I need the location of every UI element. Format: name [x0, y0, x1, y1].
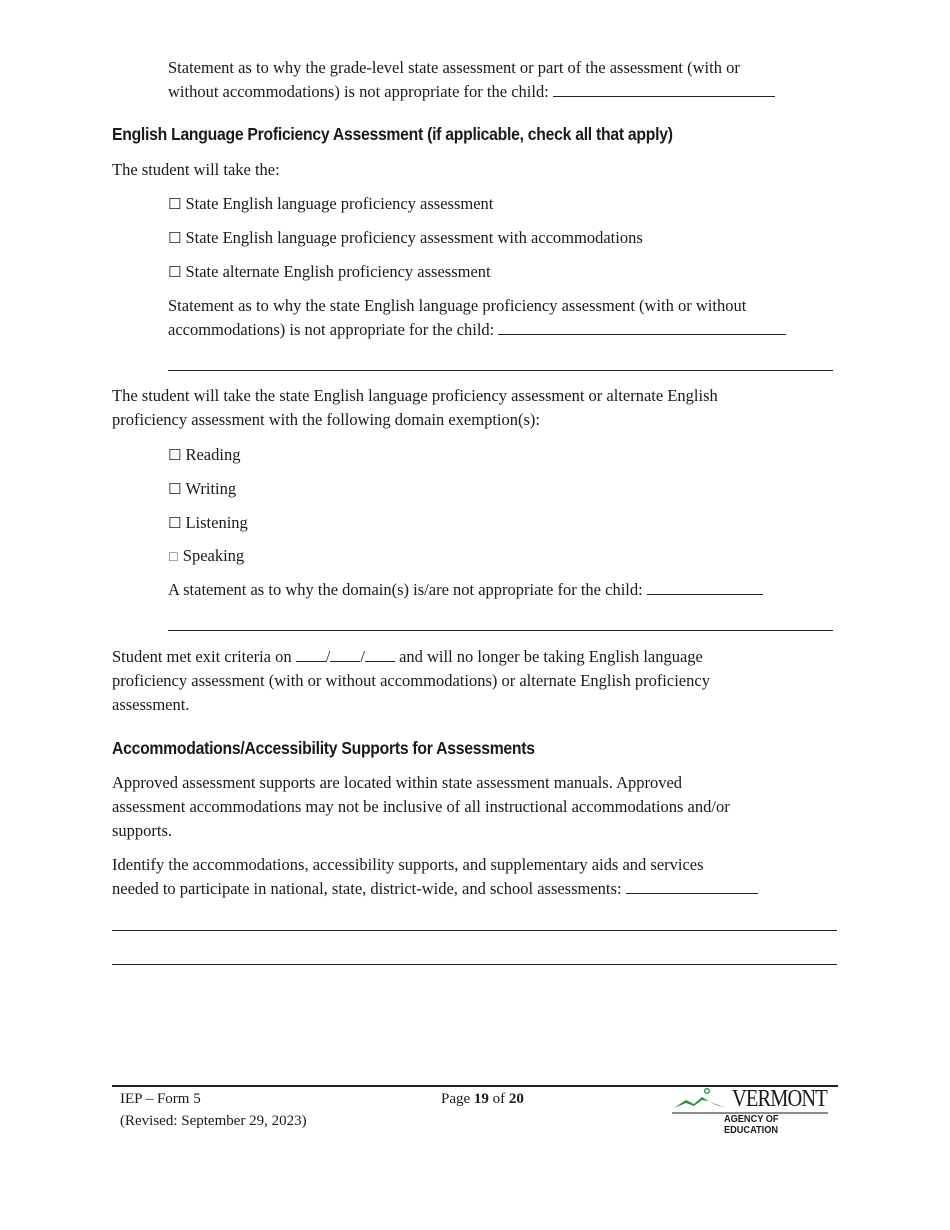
domain-speaking[interactable]: ☐ Speaking	[168, 546, 245, 565]
domain-reading[interactable]: ☐ Reading	[168, 445, 241, 464]
domain-statement: A statement as to why the domain(s) is/are not appropriate for the child:	[168, 578, 840, 602]
elp-option-accommodations[interactable]: ☐ State English language proficiency assessment with accommodations	[168, 228, 643, 247]
exit-month-blank[interactable]	[296, 645, 326, 662]
checkbox-icon[interactable]: ☐	[168, 229, 182, 247]
elp-option-state[interactable]: ☐ State English language proficiency assessment	[168, 194, 494, 213]
domain-statement-blank[interactable]	[647, 578, 763, 595]
elp-statement-blank[interactable]	[498, 318, 786, 335]
accommodations-para2: Identify the accommodations, accessibility supports, and supplementary aids and services needed to participate in national, state, district-wide, and school assessments:	[112, 853, 840, 901]
grade-level-statement: Statement as to why the grade-level state assessment or part of the assessment (with or without accommodations) is not appropriate for the child:	[168, 56, 840, 104]
vermont-agency-logo	[672, 1086, 832, 1136]
exit-day-blank[interactable]	[330, 645, 360, 662]
domain-writing[interactable]: ☐ Writing	[168, 479, 237, 498]
elp-option-alternate[interactable]: ☐ State alternate English proficiency assessment	[168, 262, 491, 281]
footer-revised: (Revised: September 29, 2023)	[120, 1113, 307, 1129]
domain-listening[interactable]: ☐ Listening	[168, 513, 248, 532]
domain-statement-line[interactable]	[168, 630, 833, 631]
elp-lead: The student will take the:	[112, 160, 280, 179]
page-number: Page 19 of 20	[441, 1091, 524, 1107]
logo-wordmark: VERMONT	[732, 1086, 827, 1112]
checkbox-icon[interactable]: ☐	[168, 550, 179, 564]
footer-form: IEP – Form 5	[120, 1091, 201, 1107]
accommodations-line-1[interactable]	[112, 930, 837, 931]
logo-subtitle: AGENCY OF EDUCATION	[724, 1114, 779, 1136]
domain-lead: The student will take the state English language proficiency assessment or alternate English proficiency assessment with the following domain exemption(s):	[112, 386, 718, 429]
checkbox-icon[interactable]: ☐	[168, 514, 182, 532]
elp-statement: Statement as to why the state English language proficiency assessment (with or without accommodations) is not appropriate for the child:	[168, 294, 840, 342]
checkbox-icon[interactable]: ☐	[168, 480, 182, 498]
checkbox-icon[interactable]: ☐	[168, 263, 182, 281]
checkbox-icon[interactable]: ☐	[168, 446, 182, 464]
grade-level-statement-blank[interactable]	[553, 80, 775, 97]
accommodations-para1: Approved assessment supports are located within state assessment manuals. Approved assessment accommodations may not be inclusive of all instructional accommodations and/or supports.	[112, 773, 730, 840]
exit-criteria: Student met exit criteria on / / and will no longer be taking English language proficiency assessment (with or without accommodations) or alternate English proficiency assessment.	[112, 647, 710, 714]
accommodations-line-2[interactable]	[112, 964, 837, 965]
elp-statement-line[interactable]	[168, 370, 833, 371]
exit-year-blank[interactable]	[365, 645, 395, 662]
elp-heading: English Language Proficiency Assessment (if applicable, check all that apply)	[112, 124, 673, 144]
checkbox-icon[interactable]: ☐	[168, 195, 182, 213]
accommodations-blank[interactable]	[626, 877, 758, 894]
accommodations-heading: Accommodations/Accessibility Supports for Assessments	[112, 738, 535, 758]
